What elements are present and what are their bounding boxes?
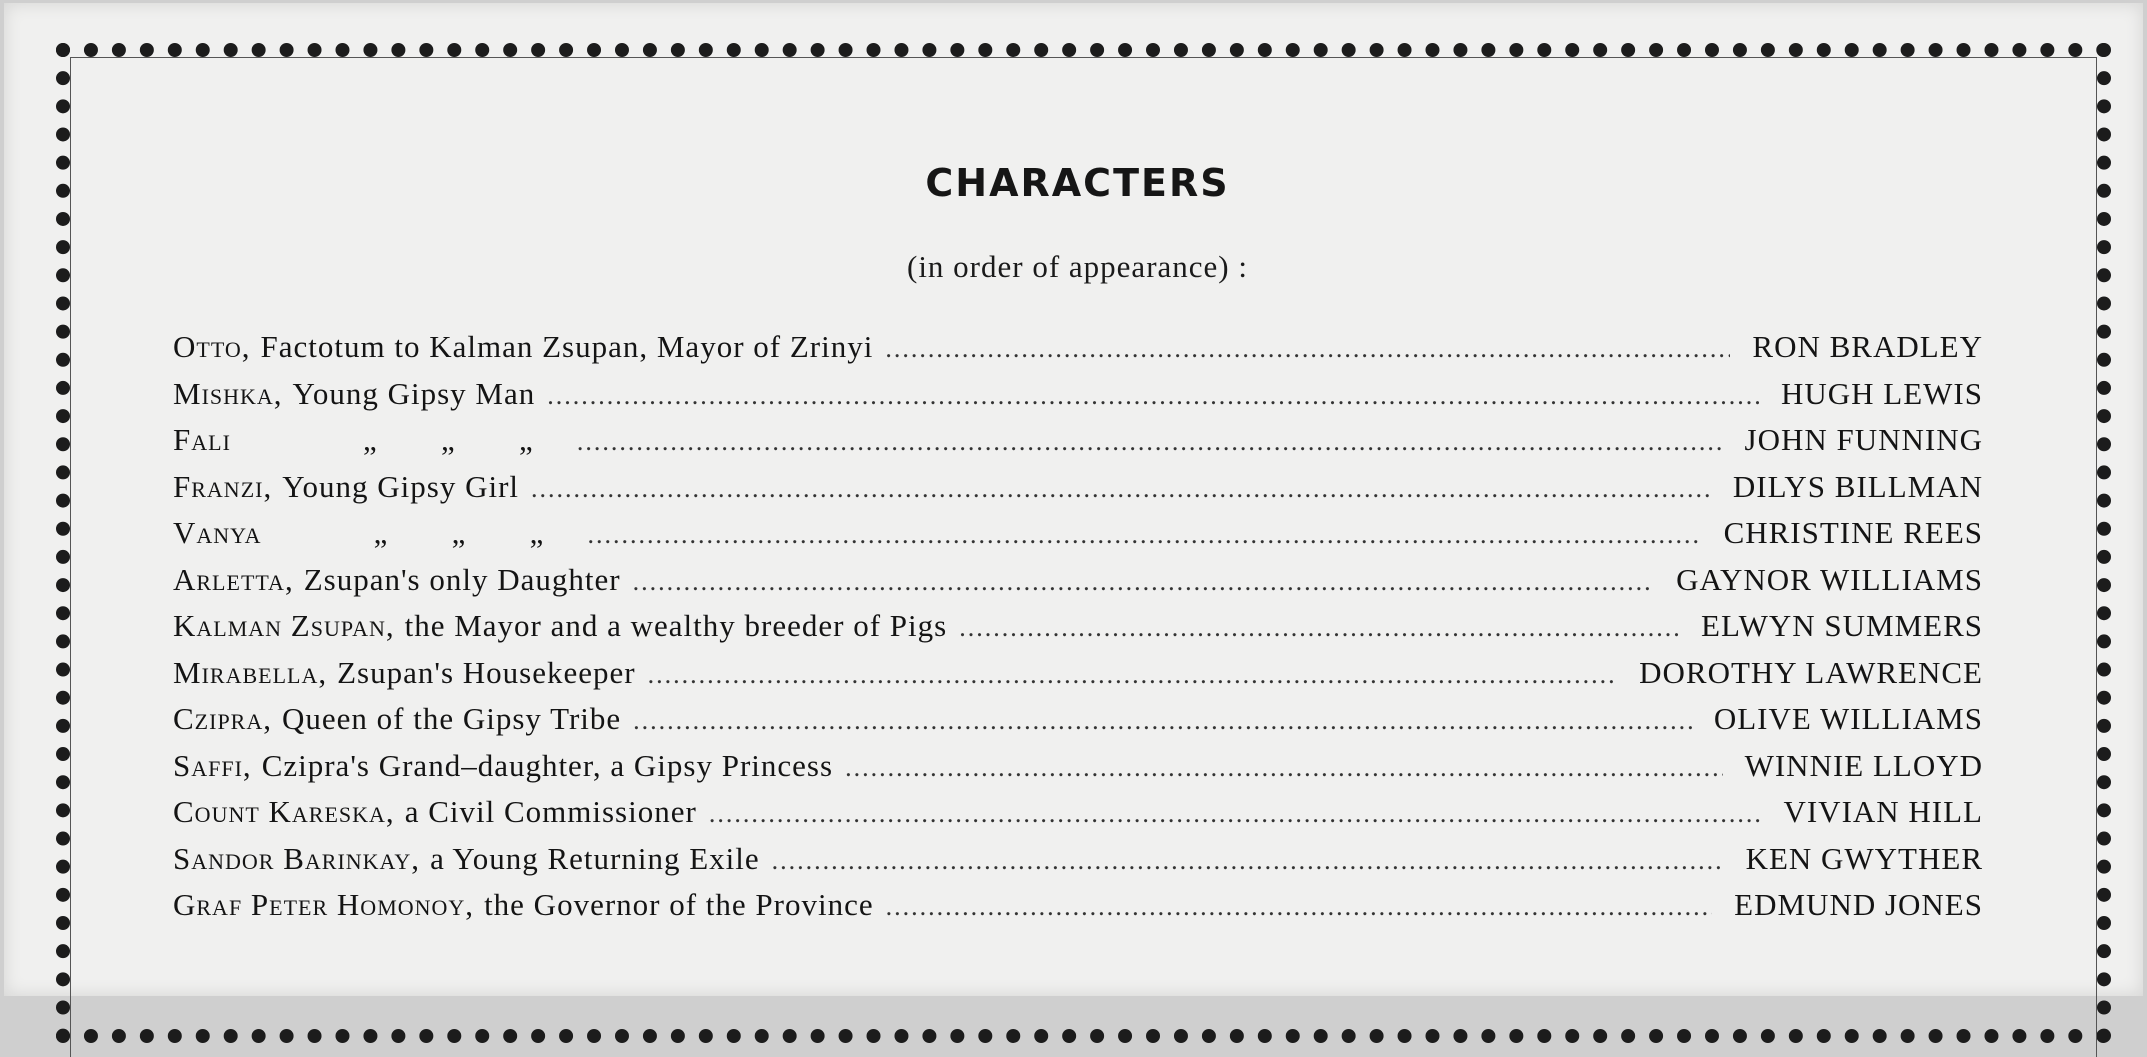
- character-name: Fali: [173, 422, 231, 457]
- dot-leader: [885, 334, 1730, 364]
- cast-row: [173, 515, 1983, 562]
- character-description: the Governor of the Province: [484, 887, 874, 922]
- ditto-mark: „: [451, 515, 466, 550]
- character-description: Young Gipsy Girl: [282, 468, 520, 504]
- ditto-mark: „: [373, 515, 388, 550]
- dot-leader: [772, 846, 1724, 876]
- character-name: Kalman Zsupan,: [173, 608, 395, 643]
- actor-name: DOROTHY LAWRENCE: [1639, 654, 1983, 690]
- cast-row: [173, 562, 1983, 609]
- ditto-marks: [331, 422, 565, 458]
- dot-leader: [648, 660, 1618, 690]
- dot-leader: [577, 427, 1723, 457]
- ditto-mark: „: [529, 515, 544, 550]
- cast-row: [173, 655, 1983, 702]
- actor-name: DILYS BILLMAN: [1732, 468, 1983, 504]
- ditto-marks: [342, 515, 576, 551]
- character-name: Otto,: [173, 329, 251, 364]
- character-description: a Young Returning Exile: [430, 840, 760, 876]
- actor-name: WINNIE LLOYD: [1744, 747, 1983, 783]
- character-name: Franzi,: [173, 468, 273, 504]
- actor-name: HUGH LEWIS: [1781, 375, 1983, 411]
- dot-leader: [547, 381, 1759, 411]
- actor-name: KEN GWYTHER: [1745, 840, 1983, 876]
- actor-name: JOHN FUNNING: [1744, 422, 1983, 457]
- character-name: Czipra,: [173, 701, 272, 736]
- actor-name: RON BRADLEY: [1752, 329, 1983, 364]
- actor-name: EDMUND JONES: [1734, 887, 1983, 922]
- character-name: Count Kareska,: [173, 794, 395, 829]
- programme-page: [4, 3, 2143, 996]
- dot-leader: [709, 799, 1762, 829]
- dot-leader: [588, 520, 1702, 550]
- character-name: Vanya: [173, 515, 262, 550]
- character-description: Young Gipsy Man: [292, 375, 536, 411]
- character-name: Graf Peter Homonoy,: [173, 887, 475, 922]
- cast-row: [173, 794, 1983, 841]
- page-subtitle: (in order of appearance) :: [907, 249, 1248, 284]
- cast-row: [173, 329, 1983, 376]
- character-description: Factotum to Kalman Zsupan, Mayor of Zrinyi: [260, 329, 874, 364]
- actor-name: CHRISTINE REES: [1723, 515, 1983, 550]
- character-name: Arletta,: [173, 561, 294, 597]
- ditto-mark: „: [363, 422, 377, 457]
- dot-leader: [845, 753, 1723, 783]
- cast-list: [173, 329, 1983, 934]
- cast-row: [173, 701, 1983, 748]
- cast-row: [173, 469, 1983, 516]
- character-name: Mirabella,: [173, 654, 328, 690]
- character-name: Mishka,: [173, 375, 283, 411]
- character-name: Saffi,: [173, 747, 252, 783]
- character-name: Sandor Barinkay,: [173, 840, 421, 876]
- actor-name: OLIVE WILLIAMS: [1713, 701, 1983, 736]
- actor-name: GAYNOR WILLIAMS: [1676, 561, 1983, 597]
- dot-leader: [531, 474, 1711, 504]
- cast-row: [173, 748, 1983, 795]
- page-title: CHARACTERS: [925, 161, 1230, 205]
- actor-name: ELWYN SUMMERS: [1701, 608, 1983, 643]
- character-description: Zsupan's only Daughter: [303, 561, 621, 597]
- dot-leader: [959, 613, 1679, 643]
- character-description: Zsupan's Housekeeper: [337, 654, 636, 690]
- ditto-mark: „: [441, 422, 455, 457]
- character-description: a Civil Commissioner: [404, 794, 697, 829]
- dot-leader: [633, 567, 1654, 597]
- cast-row: [173, 887, 1983, 934]
- cast-row: [173, 841, 1983, 888]
- cast-row: [173, 608, 1983, 655]
- actor-name: VIVIAN HILL: [1783, 794, 1983, 829]
- character-description: Czipra's Grand–daughter, a Gipsy Princess: [261, 747, 834, 783]
- dot-leader: [886, 892, 1713, 922]
- ditto-mark: „: [519, 422, 533, 457]
- cast-row: [173, 422, 1983, 469]
- cast-row: [173, 376, 1983, 423]
- character-description: the Mayor and a wealthy breeder of Pigs: [404, 608, 948, 643]
- character-description: Queen of the Gipsy Tribe: [282, 701, 622, 736]
- dot-leader: [633, 706, 1692, 736]
